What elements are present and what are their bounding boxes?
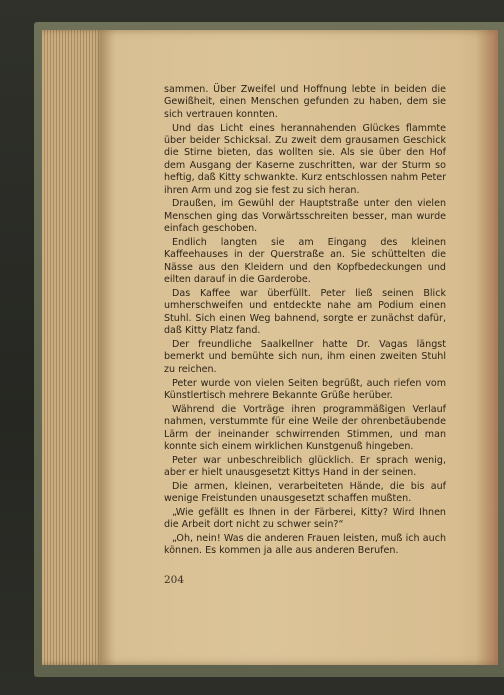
paragraph: sammen. Über Zweifel und Hoffnung lebte in beiden die Gewißheit, einen Menschen gefunden zu haben, dem sie sich vertrauen konnten. <box>164 84 446 120</box>
paragraph: Während die Vorträge ihren programmäßigen Verlauf nahmen, verstummte für eine Weile der ohrenbetäubende Lärm der ineinander schwirrenden Stimmen, und man konnte sich einem wirklichen Kunstgenuß hingeben. <box>164 403 446 452</box>
paragraph: Draußen, im Gewühl der Hauptstraße unter den vielen Menschen ging das Vorwärtsschreiten besser, man wurde einfach geschoben. <box>164 198 446 235</box>
paragraph: Peter wurde von vielen Seiten begrüßt, auch riefen vom Künstlertisch mehrere Bekannte Grüße herüber. <box>164 377 446 401</box>
paragraph: Und das Licht eines herannahenden Glückes flammte über beider Schicksal. Zu zweit dem grausamen Geschick die Stirne bieten, das wollten sie. Als sie über den Hof dem Ausgang der Kaserne zuschritten, war der Sturm so heftig, daß Kitty schwankte. Kurz entschlossen nahm Peter ihren Arm und zog sie fest zu sich heran. <box>164 122 446 196</box>
paragraph: Das Kaffee war überfüllt. Peter ließ seinen Blick umherschweifen und entdeckte nahe am Podium einen Stuhl. Sich einen Weg bahnend, sorgte er zunächst dafür, daß Kitty Platz fand. <box>164 288 446 337</box>
page-edge-right <box>476 30 498 665</box>
paragraph: Die armen, kleinen, verarbeiteten Hände, die bis auf wenige Freistunden unausgesetzt schaffen mußten. <box>164 480 446 505</box>
paragraph: Der freundliche Saalkellner hatte Dr. Vagas längst bemerkt und bemühte sich nun, ihm einen zweiten Stuhl zu reichen. <box>164 339 446 375</box>
paragraph: Endlich langten sie am Eingang des kleinen Kaffeehauses in der Querstraße an. Sie schüttelten die Nässe aus den Kleidern und den Kopfbedeckungen und eilten darauf in die Garderobe. <box>164 237 446 286</box>
paragraph: Peter war unbeschreiblich glücklich. Er sprach wenig, aber er hielt unausgesetzt Kittys Hand in der seinen. <box>164 454 446 479</box>
page-number: 204 <box>164 574 185 586</box>
body-text <box>164 84 446 558</box>
paragraph: „Oh, nein! Was die anderen Frauen leisten, muß ich auch können. Es kommen ja alle aus anderen Berufen. <box>164 532 446 557</box>
paragraph: „Wie gefällt es Ihnen in der Färberei, Kitty? Wird Ihnen die Arbeit dort nicht zu schwer sein?“ <box>164 506 446 531</box>
page-edges <box>42 30 104 665</box>
